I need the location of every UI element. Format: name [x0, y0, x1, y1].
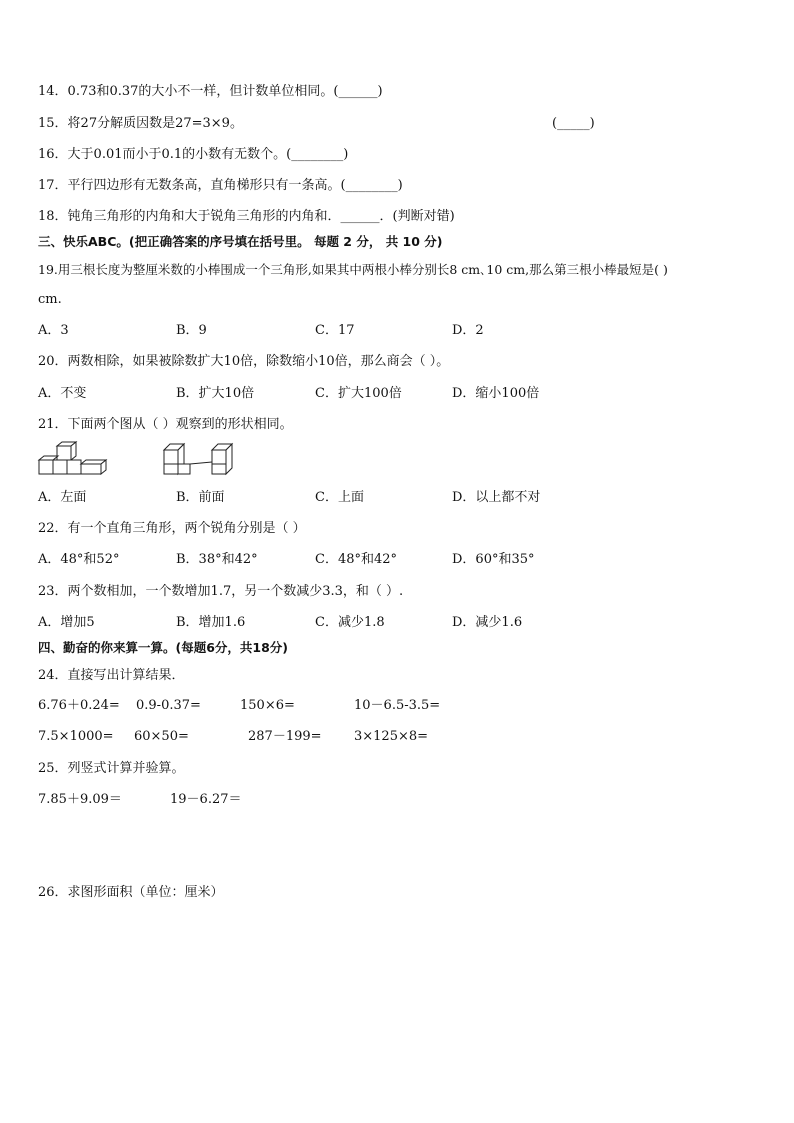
q25-calc-item: 19－6.27＝ [170, 792, 242, 807]
question-19: 19.用三根长度为整厘米数的小棒围成一个三角形,如果其中两根小棒分别长8 cm､10 cm,那么第三根小棒最短是( ) [38, 262, 668, 277]
q22-option-b[interactable]: B．38°和42° [176, 552, 258, 567]
q24-calc-item: 0.9-0.37= [136, 698, 201, 713]
cube-stack-figure-1 [37, 440, 109, 478]
q20-option-b[interactable]: B．扩大10倍 [176, 386, 255, 401]
question-14: 14．0.73和0.37的大小不一样，但计数单位相同。(______) [38, 84, 383, 99]
q21-option-a[interactable]: A．左面 [38, 490, 87, 505]
question-20: 20．两数相除，如果被除数扩大10倍，除数缩小10倍，那么商会（ ）。 [38, 354, 450, 369]
q20-option-a[interactable]: A．不变 [38, 386, 87, 401]
q23-option-d[interactable]: D．减少1.6 [452, 615, 523, 630]
question-18: 18．钝角三角形的内角和大于锐角三角形的内角和．______．(判断对错) [38, 209, 455, 224]
question-15: 15．将27分解质因数是27=3×9。 [38, 116, 243, 131]
q19-option-d[interactable]: D．2 [452, 323, 484, 338]
q24-calc-item: 10－6.5-3.5= [354, 698, 441, 713]
q21-option-d[interactable]: D．以上都不对 [452, 490, 541, 505]
q22-option-a[interactable]: A．48°和52° [38, 552, 120, 567]
question-22: 22．有一个直角三角形，两个锐角分别是（ ） [38, 521, 306, 536]
question-17: 17．平行四边形有无数条高，直角梯形只有一条高。(________) [38, 178, 403, 193]
question-25: 25．列竖式计算并验算。 [38, 761, 185, 776]
q24-calc-item: 6.76＋0.24= [38, 698, 120, 713]
question-26: 26．求图形面积（单位：厘米） [38, 885, 224, 900]
q24-calc-item: 3×125×8= [354, 729, 429, 744]
question-23: 23．两个数相加，一个数增加1.7，另一个数减少3.3，和（ ）. [38, 584, 404, 599]
q22-option-c[interactable]: C．48°和42° [315, 552, 398, 567]
section-3-heading: 三、快乐ABC。(把正确答案的序号填在括号里。 每题 2 分， 共 10 分) [38, 234, 443, 249]
q21-option-b[interactable]: B．前面 [176, 490, 225, 505]
q23-option-c[interactable]: C．减少1.8 [315, 615, 385, 630]
question-16: 16．大于0.01而小于0.1的小数有无数个。(________) [38, 147, 349, 162]
q19-option-c[interactable]: C．17 [315, 323, 355, 338]
q19-option-b[interactable]: B．9 [176, 323, 207, 338]
q24-calc-item: 287－199= [248, 729, 322, 744]
section-4-heading: 四、勤奋的你来算一算。(每题6分，共18分) [38, 640, 289, 655]
q24-calc-item: 7.5×1000= [38, 729, 114, 744]
q23-option-b[interactable]: B．增加1.6 [176, 615, 246, 630]
q22-option-d[interactable]: D．60°和35° [452, 552, 535, 567]
question-15-answer-blank[interactable]: (_____) [552, 116, 595, 131]
cube-stack-figure-2 [162, 440, 242, 478]
question-19-continued: cm. [38, 292, 62, 307]
q20-option-d[interactable]: D．缩小100倍 [452, 386, 540, 401]
question-24: 24．直接写出计算结果． [38, 668, 185, 683]
q19-option-a[interactable]: A．3 [38, 323, 69, 338]
q25-calc-item: 7.85＋9.09＝ [38, 792, 122, 807]
q24-calc-item: 150×6= [240, 698, 295, 713]
q24-calc-item: 60×50= [134, 729, 189, 744]
q20-option-c[interactable]: C．扩大100倍 [315, 386, 402, 401]
q23-option-a[interactable]: A．增加5 [38, 615, 95, 630]
q21-option-c[interactable]: C．上面 [315, 490, 364, 505]
question-21: 21．下面两个图从（ ）观察到的形状相同。 [38, 417, 293, 432]
